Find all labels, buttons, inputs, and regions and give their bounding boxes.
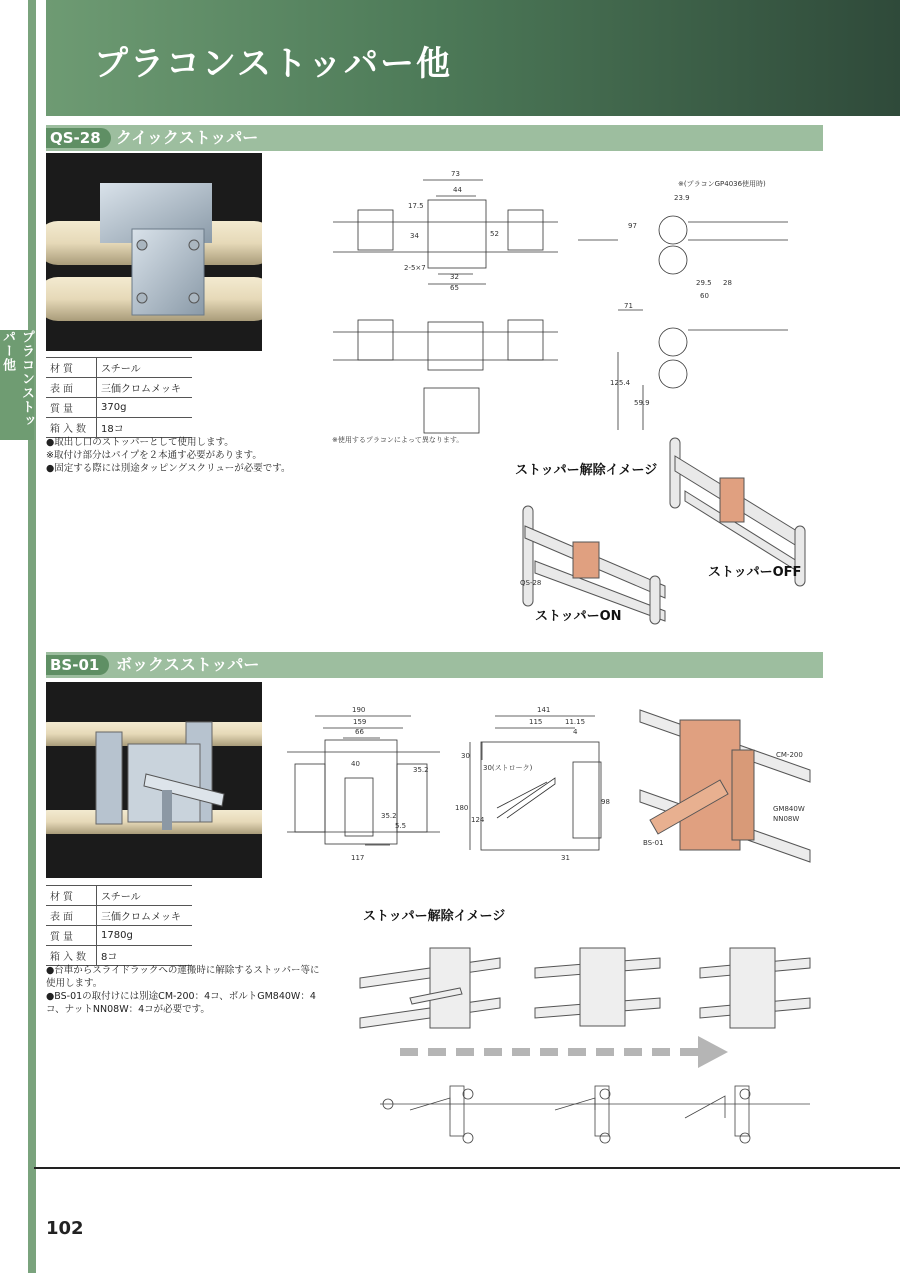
section-header-bs01 xyxy=(46,652,823,678)
product-name: ボックスストッパー xyxy=(116,655,260,674)
svg-text:125.4: 125.4 xyxy=(610,379,631,387)
svg-text:32: 32 xyxy=(450,273,459,281)
svg-text:35.2: 35.2 xyxy=(413,766,429,774)
svg-text:98: 98 xyxy=(601,798,610,806)
bs01-release-illustration xyxy=(350,928,820,1158)
svg-text:159: 159 xyxy=(353,718,367,726)
svg-text:35.2: 35.2 xyxy=(381,812,397,820)
side-bar xyxy=(0,0,34,1273)
svg-text:40: 40 xyxy=(351,760,360,768)
svg-text:141: 141 xyxy=(537,706,551,714)
svg-text:97: 97 xyxy=(628,222,637,230)
svg-text:2-5×7: 2-5×7 xyxy=(404,264,426,272)
part-label-gm840w: GM840W xyxy=(773,805,805,813)
svg-text:5.5: 5.5 xyxy=(395,822,407,830)
label-stopper-on: ストッパーON xyxy=(535,609,622,624)
svg-text:180: 180 xyxy=(455,804,469,812)
qs28-notes: ●取出し口のストッパーとして使用します。 ※取付け部分はパイプを２本通す必要があります。 ●固定する際には別途タッピングスクリューが必要です。 xyxy=(46,437,291,474)
part-label-nn08w: NN08W xyxy=(773,815,800,823)
bs01-notes: ●台車からスライドラックへの運搬時に解除するストッパー等に使用します。 ●BS-01の取付けには別途CM-200：4コ、ボルトGM840W：4コ、ナットNN08W：4コが必要です。 xyxy=(46,965,320,1015)
svg-text:29.5: 29.5 xyxy=(696,279,712,287)
svg-text:31: 31 xyxy=(561,854,570,862)
product-code: QS-28 xyxy=(46,128,111,148)
spec-row: 表面 三価クロムメッキ xyxy=(46,378,192,398)
callout-qs28: QS-28 xyxy=(520,579,542,587)
spec-row: 質量 1780g xyxy=(46,926,192,946)
spec-row: 材質 スチール xyxy=(46,886,192,906)
svg-text:73: 73 xyxy=(451,170,460,178)
spec-row: 箱入数 8コ xyxy=(46,946,192,966)
svg-text:124: 124 xyxy=(471,816,485,824)
footer-rule xyxy=(34,1167,900,1169)
spec-row: 箱入数 18コ xyxy=(46,418,192,438)
bs01-product-photo xyxy=(46,682,262,878)
qs28-technical-drawing xyxy=(328,160,818,450)
svg-text:23.9: 23.9 xyxy=(674,194,690,202)
svg-text:52: 52 xyxy=(490,230,499,238)
part-label-cm200: CM-200 xyxy=(776,751,803,759)
svg-text:11.15: 11.15 xyxy=(565,718,586,726)
svg-text:71: 71 xyxy=(624,302,633,310)
svg-text:117: 117 xyxy=(351,854,365,862)
svg-text:4: 4 xyxy=(573,728,578,736)
bs01-spec-table xyxy=(46,885,192,966)
bs01-image-title: ストッパー解除イメージ xyxy=(363,909,506,924)
qs28-release-illustration xyxy=(515,436,815,626)
side-index-tab[interactable]: プラコンストッパー他 xyxy=(0,330,34,440)
svg-text:※使用するプラコンによって異なります。: ※使用するプラコンによって異なります。 xyxy=(332,436,464,444)
spec-row: 表面 三価クロムメッキ xyxy=(46,906,192,926)
part-label-bs01: BS-01 xyxy=(643,839,664,847)
svg-text:※(プラコンGP4036使用時): ※(プラコンGP4036使用時) xyxy=(678,180,766,188)
svg-text:190: 190 xyxy=(352,706,366,714)
svg-text:65: 65 xyxy=(450,284,459,292)
svg-text:66: 66 xyxy=(355,728,364,736)
page-number: 102 xyxy=(46,1218,84,1239)
svg-text:60: 60 xyxy=(700,292,709,300)
bs01-technical-drawing xyxy=(285,700,625,880)
page-header xyxy=(46,0,900,116)
svg-text:17.5: 17.5 xyxy=(408,202,424,210)
product-code: BS-01 xyxy=(46,655,109,675)
page-title: プラコンストッパー他 xyxy=(94,44,452,84)
spec-row: 材質 スチール xyxy=(46,358,192,378)
product-name: クイックストッパー xyxy=(116,128,259,147)
qs28-image-title: ストッパー解除イメージ xyxy=(515,463,658,478)
svg-text:28: 28 xyxy=(723,279,732,287)
qs28-spec-table xyxy=(46,357,192,438)
spec-row: 質量 370g xyxy=(46,398,192,418)
svg-text:59.9: 59.9 xyxy=(634,399,650,407)
section-header-qs28 xyxy=(46,125,823,151)
svg-text:115: 115 xyxy=(529,718,543,726)
svg-text:30(ストローク): 30(ストローク) xyxy=(483,764,533,772)
qs28-product-photo xyxy=(46,153,262,351)
svg-text:34: 34 xyxy=(410,232,419,240)
svg-text:30: 30 xyxy=(461,752,470,760)
svg-text:44: 44 xyxy=(453,186,462,194)
label-stopper-off: ストッパーOFF xyxy=(708,565,802,580)
